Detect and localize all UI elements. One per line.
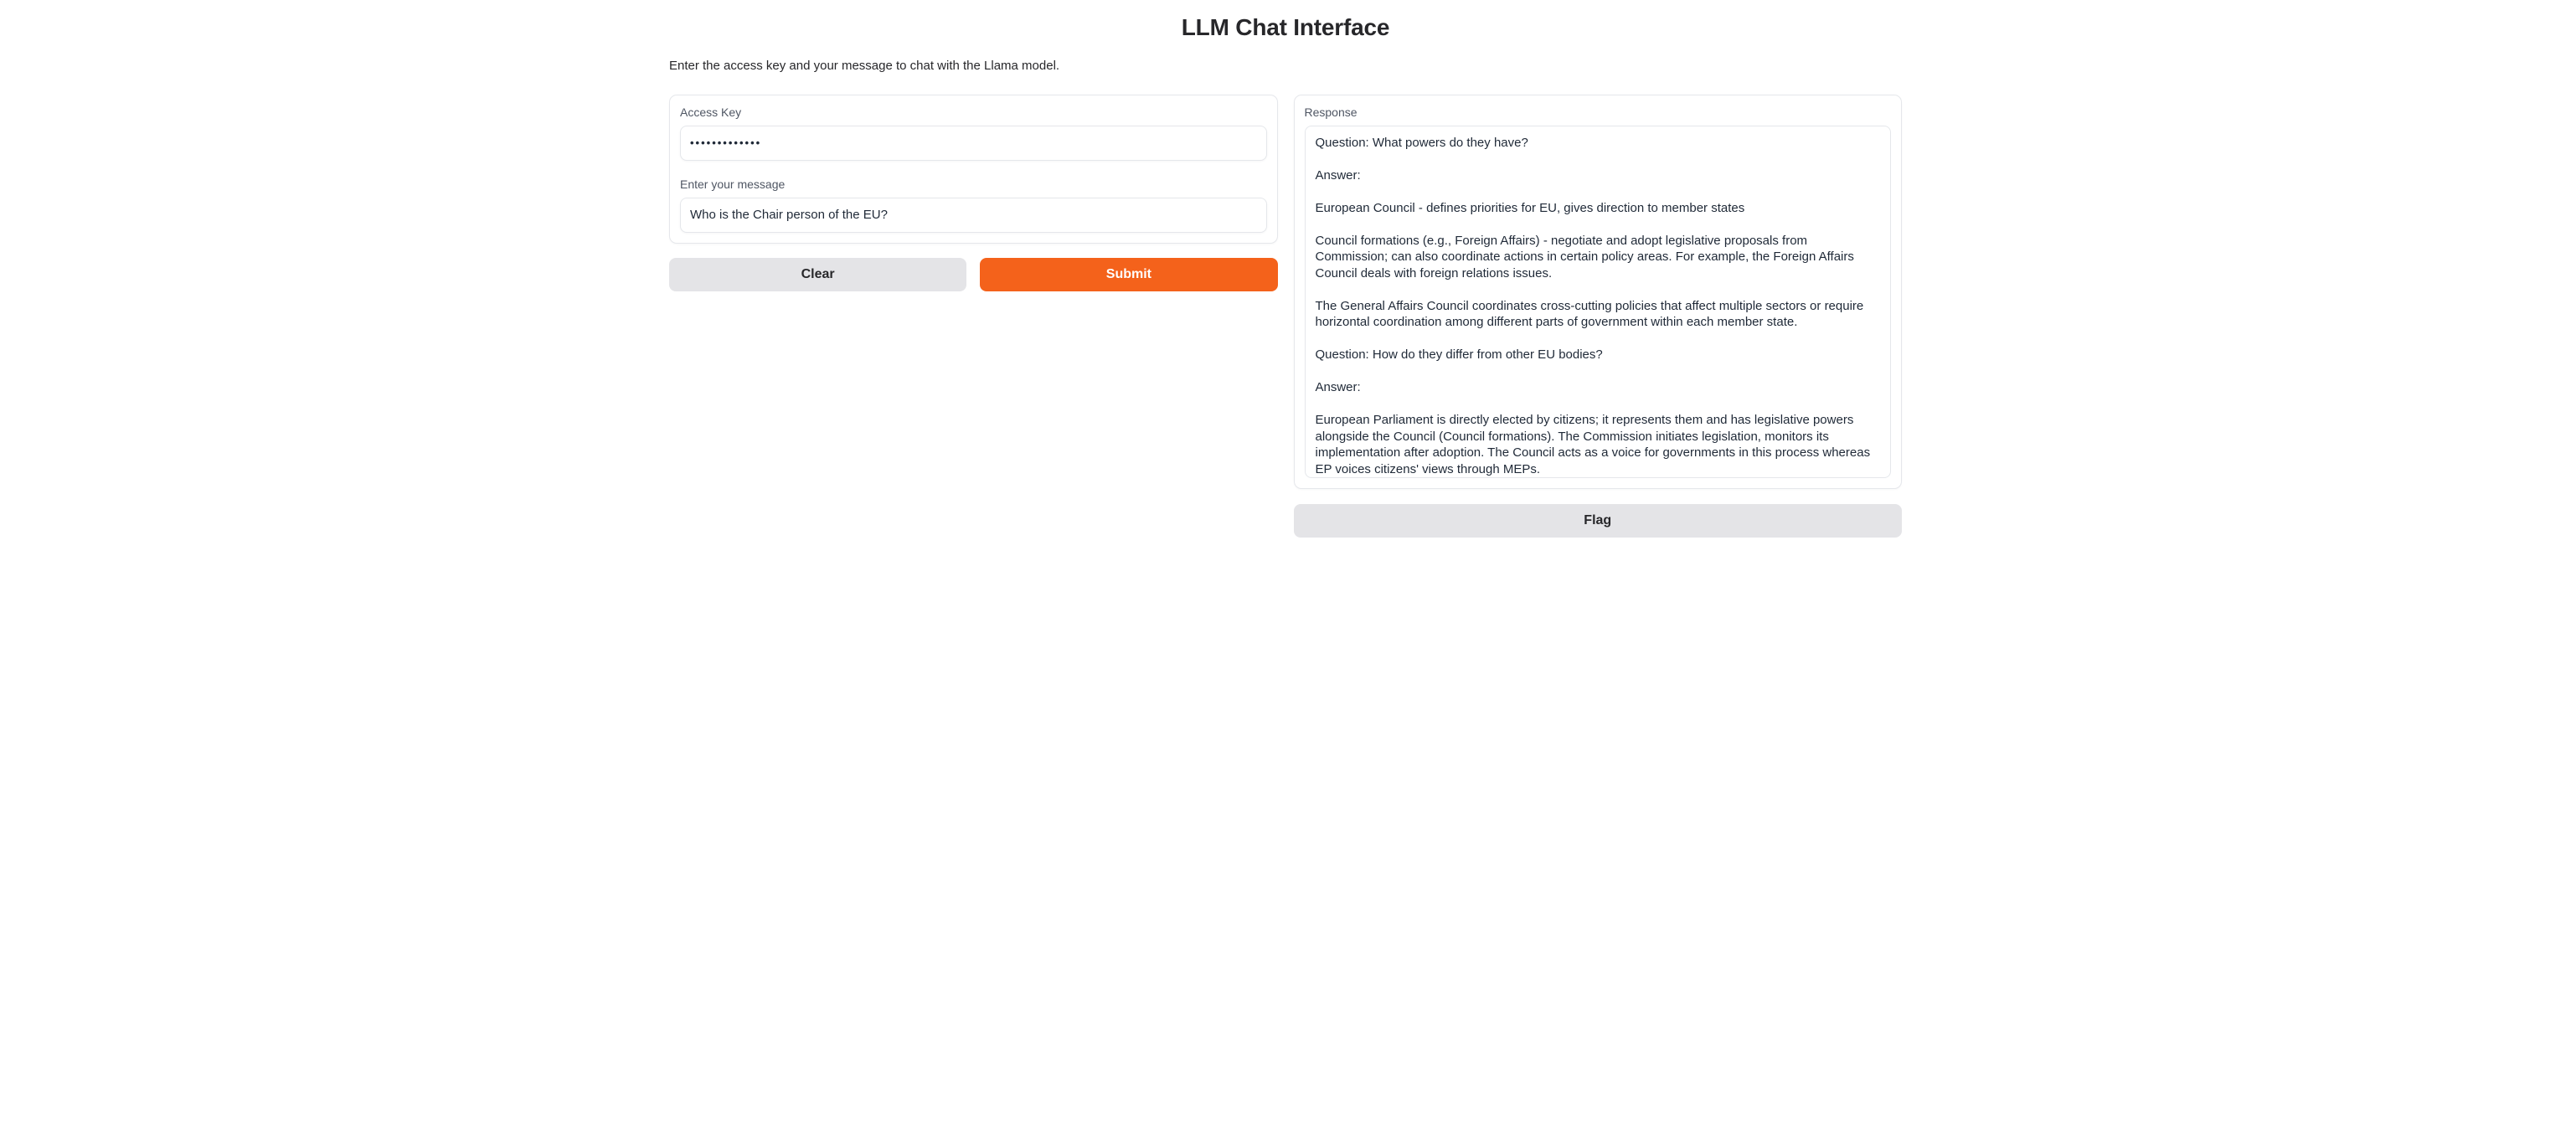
main-row	[669, 95, 1902, 538]
page-title: LLM Chat Interface	[1181, 14, 1390, 40]
button-row	[669, 258, 1278, 291]
clear-button[interactable]: Clear	[669, 258, 966, 291]
message-input[interactable]	[680, 198, 1267, 233]
access-key-label: Access Key	[680, 105, 742, 119]
output-panel	[1294, 95, 1903, 489]
response-label: Response	[1304, 105, 1358, 119]
input-panel	[669, 95, 1278, 244]
response-textarea[interactable]	[1305, 126, 1892, 478]
page-description: Enter the access key and your message to chat with the Llama model.	[669, 58, 1060, 73]
message-label: Enter your message	[680, 177, 786, 191]
gradio-app	[644, 0, 1932, 571]
submit-button[interactable]: Submit	[980, 258, 1277, 291]
flag-button[interactable]: Flag	[1294, 504, 1903, 538]
input-column	[669, 95, 1278, 291]
output-column	[1294, 95, 1903, 538]
access-key-input[interactable]	[680, 126, 1267, 161]
message-field	[680, 178, 1267, 233]
access-key-field	[680, 105, 1267, 161]
